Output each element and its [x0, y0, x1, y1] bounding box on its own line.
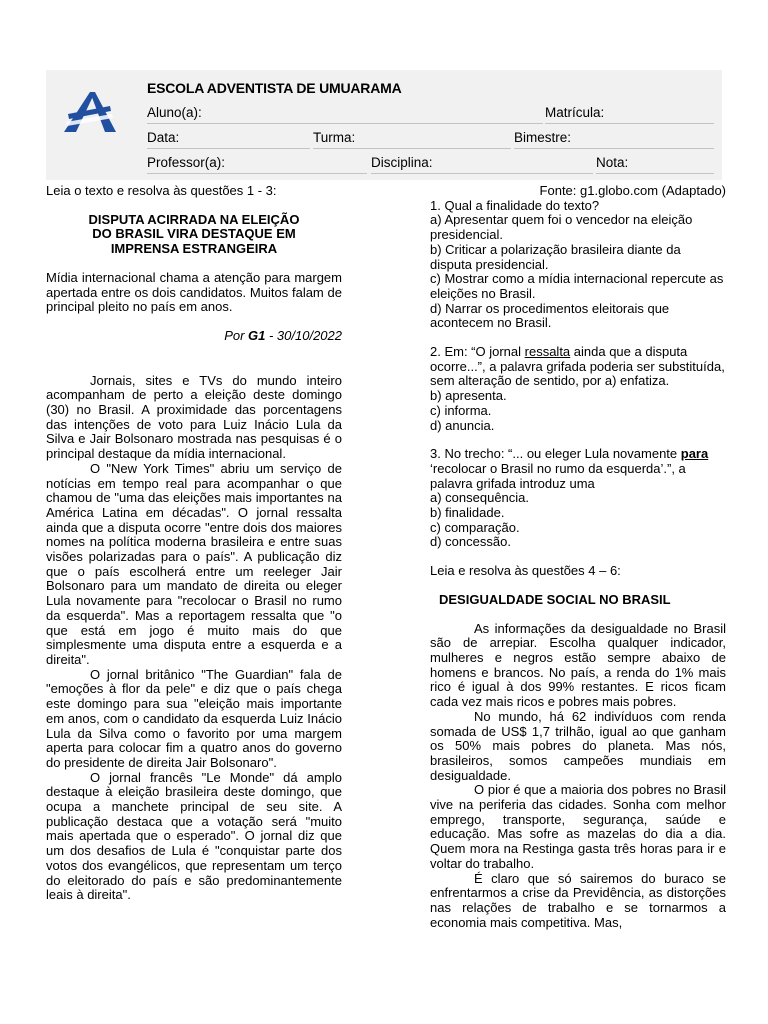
option-c[interactable]: c) informa.	[430, 402, 492, 418]
article-title: DESIGUALDADE SOCIAL NO BRASIL	[439, 591, 671, 607]
instruction: Leia o texto e resolva às questões 1 - 3:	[46, 183, 277, 198]
article-paragraph: Jornais, sites e TVs do mundo inteiro acompanham de perto a eleição deste domingo (30) no Brasil. A proximidade das porcentagens das intenções de voto para Luiz Inácio Lula da Silva e Jair Bolsonaro mostrada nas pesquisas é o principal destaque da mídia internacional.	[46, 372, 342, 462]
turma-label: Turma:	[313, 130, 356, 145]
question-3	[430, 447, 726, 550]
matricula-label: Matrícula:	[545, 105, 605, 120]
left-column	[46, 184, 342, 903]
byline-prefix: Por	[224, 327, 249, 343]
article-paragraph: O "New York Times" abriu um serviço de notícias em tempo real para acompanhar o que chamou de "uma das eleições mais importantes na América Latina em décadas". O jornal ressalta ainda que a disputa ocorre "entre dois dos maiores nomes na política moderna brasileira e entre suas visões polarizadas para o país". A publicação diz que o país escolherá entre um reeleger Jair Bolsonaro para um mandato de direita ou eleger Lula novamente para "recolocar o Brasil no rumo da esquerda". Mas a reportagem ressalta que "o que está em jogo é muito mais do que simplesmente uma disputa entre a esquerda e a direita".	[46, 460, 342, 667]
stem-pre: 2. Em: “O jornal	[430, 344, 525, 360]
underlined-word: para	[680, 446, 709, 462]
professor-field[interactable]	[147, 152, 367, 174]
aluno-field[interactable]	[147, 102, 543, 124]
question-1	[430, 199, 726, 331]
option-b[interactable]: b) finalidade.	[430, 505, 505, 521]
nota-field[interactable]	[596, 152, 714, 174]
nota-label: Nota:	[596, 155, 629, 170]
instruction: Leia e resolva às questões 4 – 6:	[430, 563, 621, 579]
school-name: ESCOLA ADVENTISTA DE UMUARAMA	[147, 80, 402, 96]
article-paragraph: É claro que só sairemos do buraco se enfrentarmos a crise da Previdência, as distorções nas relações de trabalho e se tornarmos a economia mais competitiva. Mas,	[430, 870, 726, 930]
article-byline	[46, 329, 342, 344]
option-a[interactable]: a) consequência.	[430, 490, 530, 506]
data-field[interactable]	[147, 127, 310, 149]
option-d[interactable]: d) concessão.	[430, 534, 511, 550]
question-stem: 1. Qual a finalidade do texto?	[430, 197, 600, 213]
question-2	[430, 345, 726, 433]
article-title-line: IMPRENSA ESTRANGEIRA	[110, 241, 278, 257]
article-paragraph: As informações da desigualdade no Brasil são de arrepiar. Escolha qualquer indicador, mulheres e negros estão sempre abaixo de homens e brancos. No país, a renda do 1% mais rico é igual à dos 99% restantes. E ricos ficam cada vez mais ricos e pobres mais pobres.	[430, 620, 726, 710]
turma-field[interactable]	[313, 127, 511, 149]
stem-post: ainda que a disputa ocorre...”, a palavra grifada poderia ser substituída, sem alteração de sentido, por a) enfatiza.	[430, 344, 725, 389]
article-paragraph: O pior é que a maioria dos pobres no Brasil vive na periferia das cidades. Sonha com melhor emprego, transporte, segurança, saúde e educação. Mas sofre as mazelas do dia a dia. Quem mora na Restinga gasta três horas para ir e voltar do trabalho.	[430, 782, 726, 871]
professor-label: Professor(a):	[147, 155, 226, 170]
underlined-word: ressalta	[524, 344, 571, 360]
article-subtitle: Mídia internacional chama a atenção para margem apertada entre os dois candidatos. Muitos falam de principal pleito no país em anos.	[46, 269, 342, 315]
matricula-field[interactable]	[545, 102, 714, 124]
school-header	[46, 70, 722, 180]
disciplina-field[interactable]	[371, 152, 593, 174]
article-title-line: DISPUTA ACIRRADA NA ELEIÇÃO	[88, 211, 300, 227]
article-paragraph: O jornal britânico "The Guardian" fala de "emoções à flor da pele" e diz que o país chega este domingo para sua "eleição mais importante em anos, com o candidato da esquerda Luiz Inácio Lula da Silva como o favorito por uma margem aperta para colocar fim a quatro anos do governo do presidente de direita Jair Bolsonaro".	[46, 666, 342, 770]
stem-pre: 3. No trecho: “... ou eleger Lula novamente	[430, 446, 681, 462]
byline-source: G1	[248, 327, 266, 343]
stem-post: ‘recolocar o Brasil no rumo da esquerda’.”, a palavra grifada introduz uma	[430, 460, 686, 491]
aluno-label: Aluno(a):	[147, 105, 202, 120]
bimestre-field[interactable]	[514, 127, 714, 149]
option-a[interactable]: a) Apresentar quem foi o vencedor na eleição presidencial.	[430, 212, 693, 243]
school-logo-icon	[64, 92, 116, 132]
data-label: Data:	[147, 130, 180, 145]
option-d[interactable]: d) Narrar os procedimentos eleitorais que acontecem no Brasil.	[430, 300, 670, 331]
article-paragraph: O jornal francês "Le Monde" dá amplo destaque à eleição brasileira deste domingo, que ocupa a manchete principal de seu site. A publicação destaca que a votação será "muito mais apertada que o esperado". O jornal diz que um dos desafios de Lula é "conquistar parte dos votos dos evangélicos, que representam um terço do eleitorado do país e são predominantemente leais à direita".	[46, 769, 342, 903]
right-column	[430, 184, 726, 930]
bimestre-label: Bimestre:	[514, 130, 572, 145]
byline-date: - 30/10/2022	[265, 327, 342, 343]
article-title-line: DO BRASIL VIRA DESTAQUE EM	[92, 226, 296, 242]
source-credit: Fonte: g1.globo.com (Adaptado)	[539, 183, 726, 198]
question-stem	[430, 345, 726, 389]
option-c[interactable]: c) comparação.	[430, 519, 520, 535]
option-c[interactable]: c) Mostrar como a mídia internacional repercute as eleições no Brasil.	[430, 271, 724, 301]
disciplina-label: Disciplina:	[371, 155, 433, 170]
option-d[interactable]: d) anuncia.	[430, 417, 495, 433]
option-b[interactable]: b) apresenta.	[430, 388, 507, 404]
question-stem	[430, 447, 726, 491]
article-title	[46, 213, 342, 257]
option-b[interactable]: b) Criticar a polarização brasileira diante da disputa presidencial.	[430, 241, 681, 272]
article-paragraph: No mundo, há 62 indivíduos com renda somada de US$ 1,7 trilhão, igual ao que ganham os 50% mais pobres do planeta. Mas nós, brasileiros, somos campeões mundiais em desigualdade.	[430, 708, 726, 783]
